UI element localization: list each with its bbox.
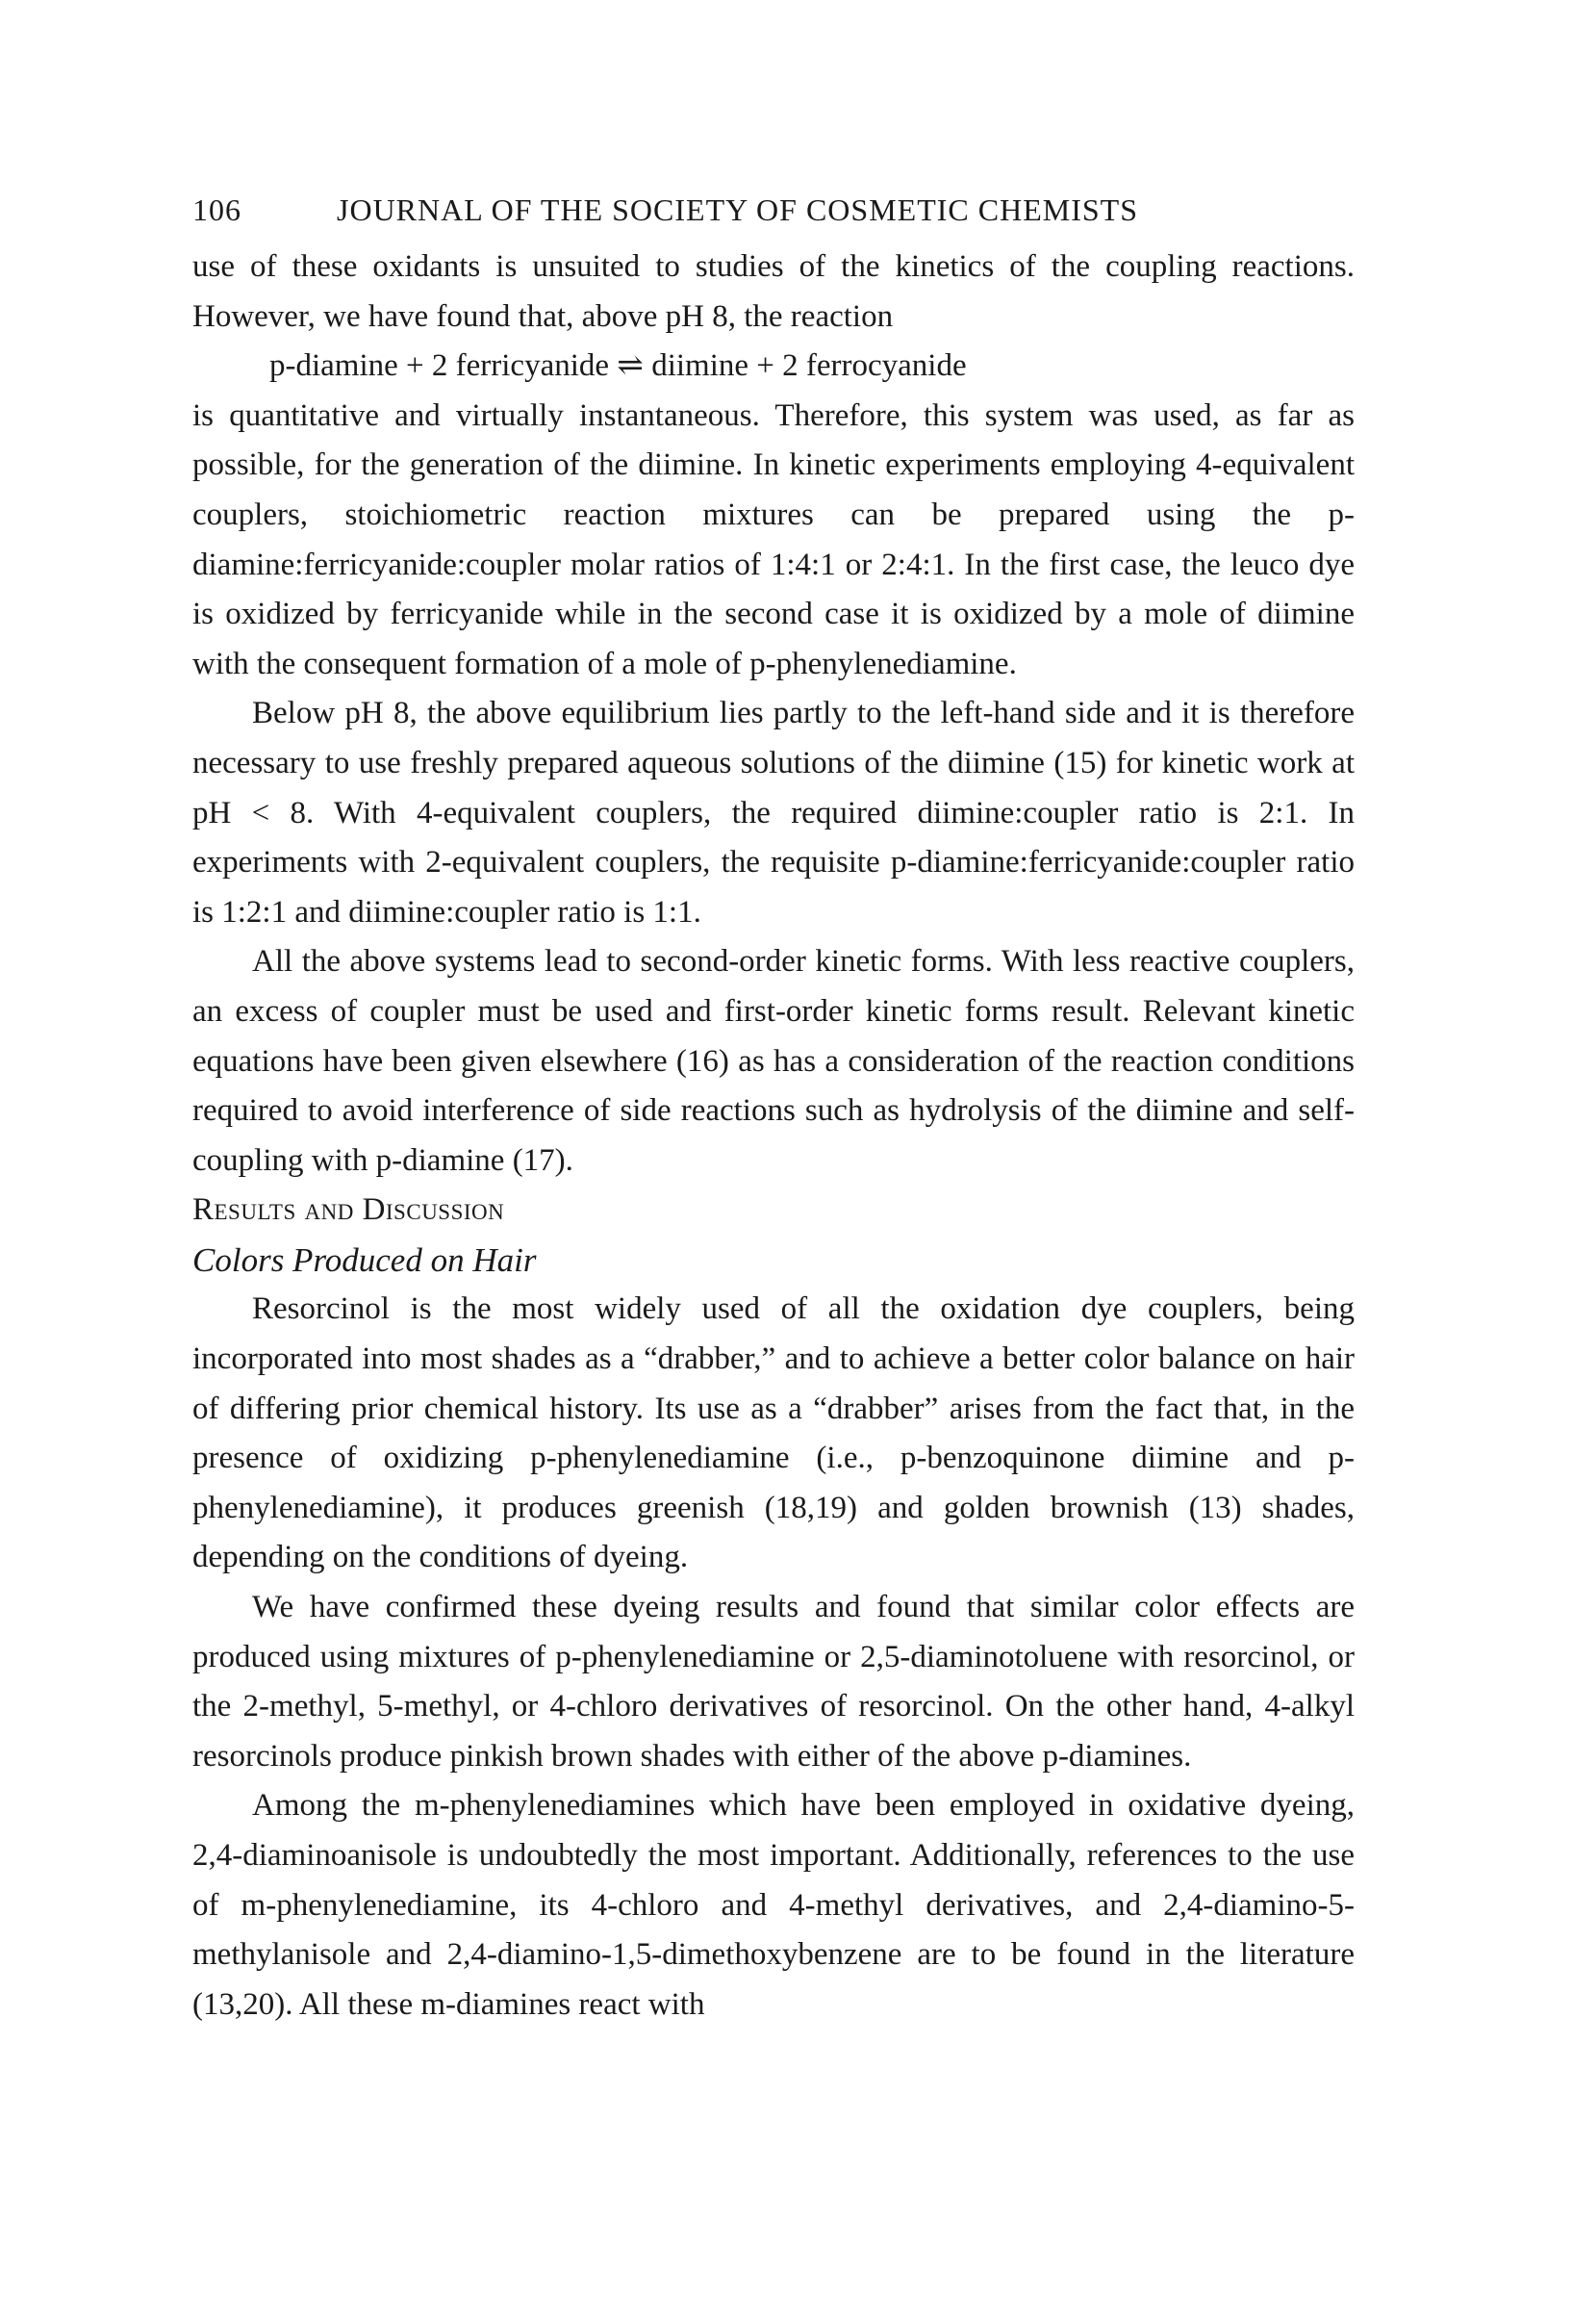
reaction-equation: p-diamine + 2 ferricyanide ⇌ diimine + 2 ferrocyanide — [269, 348, 967, 384]
subsection-heading-colors: Colors Produced on Hair — [192, 1240, 537, 1279]
running-header — [192, 192, 1385, 228]
paragraph-kinetic-forms: All the above systems lead to second-order kinetic forms. With less reactive couplers, an excess of coupler must be used and first-order kinetic forms result. Relevant kinetic equations have been given elsewhere (16) as has a consideration of the reaction conditions required to avoid interference of side reactions such as hydrolysis of the diimine and self-coupling with p-diamine (17). — [192, 944, 1355, 1178]
page-number: 106 — [192, 192, 241, 227]
paragraph-resorcinol: Resorcinol is the most widely used of all the oxidation dye couplers, being incorporated into most shades as a “drabber,” and to achieve a better color balance on hair of differing prior chemical history. Its use as a “drabber” arises from the fact that, in the presence of oxidizing p-phenylenediamine (i.e., p-benzoquinone diimine and p-phenylenediamine), it produces greenish (18,19) and golden brownish (13) shades, depending on the conditions of dyeing. — [192, 1291, 1355, 1575]
paragraph-continued: use of these oxidants is unsuited to studies of the kinetics of the coupling reactions. However, we have found that, above pH 8, the reaction — [192, 249, 1355, 334]
paragraph-ferricyanide-system: is quantitative and virtually instantaneous. Therefore, this system was used, as far as possible, for the generation of the diimine. In kinetic experiments employing 4-equivalent couplers, stoichiometric reaction mixtures can be prepared using the p-diamine:ferricyanide:coupler molar ratios of 1:4:1 or 2:4:1. In the first case, the leuco dye is oxidized by ferricyanide while in the second case it is oxidized by a mole of diimine with the consequent formation of a mole of p-phenylenediamine. — [192, 397, 1355, 681]
paragraph-dyeing-results: We have confirmed these dyeing results and found that similar color effects are produced using mixtures of p-phenylenediamine or 2,5-diaminotoluene with resorcinol, or the 2-methyl, 5-methyl, or 4-chloro derivatives of resorcinol. On the other hand, 4-alkyl resorcinols produce pinkish brown shades with either of the above p-diamines. — [192, 1590, 1355, 1774]
paragraph-below-ph8: Below pH 8, the above equilibrium lies partly to the left-hand side and it is therefore necessary to use freshly prepared aqueous solutions of the diimine (15) for kinetic work at pH < 8. With 4-equivalent couplers, the required diimine:coupler ratio is 2:1. In experiments with 2-equivalent couplers, the requisite p-diamine:ferricyanide:coupler ratio is 1:2:1 and diimine:coupler ratio is 1:1. — [192, 696, 1355, 930]
paragraph-m-phenylenediamines: Among the m-phenylenediamines which have been employed in oxidative dyeing, 2,4-diaminoanisole is undoubtedly the most important. Additionally, references to the use of m-phenylenediamine, its 4-chloro and 4-methyl derivatives, and 2,4-diamino-5-methylanisole and 2,4-diamino-1,5-dimethoxybenzene are to be found in the literature (13,20). All these m-diamines react with — [192, 1788, 1355, 2022]
journal-title: JOURNAL OF THE SOCIETY OF COSMETIC CHEMISTS — [337, 192, 1138, 227]
body-text — [192, 243, 1355, 2030]
section-heading-results: Results and Discussion — [192, 1192, 505, 1228]
